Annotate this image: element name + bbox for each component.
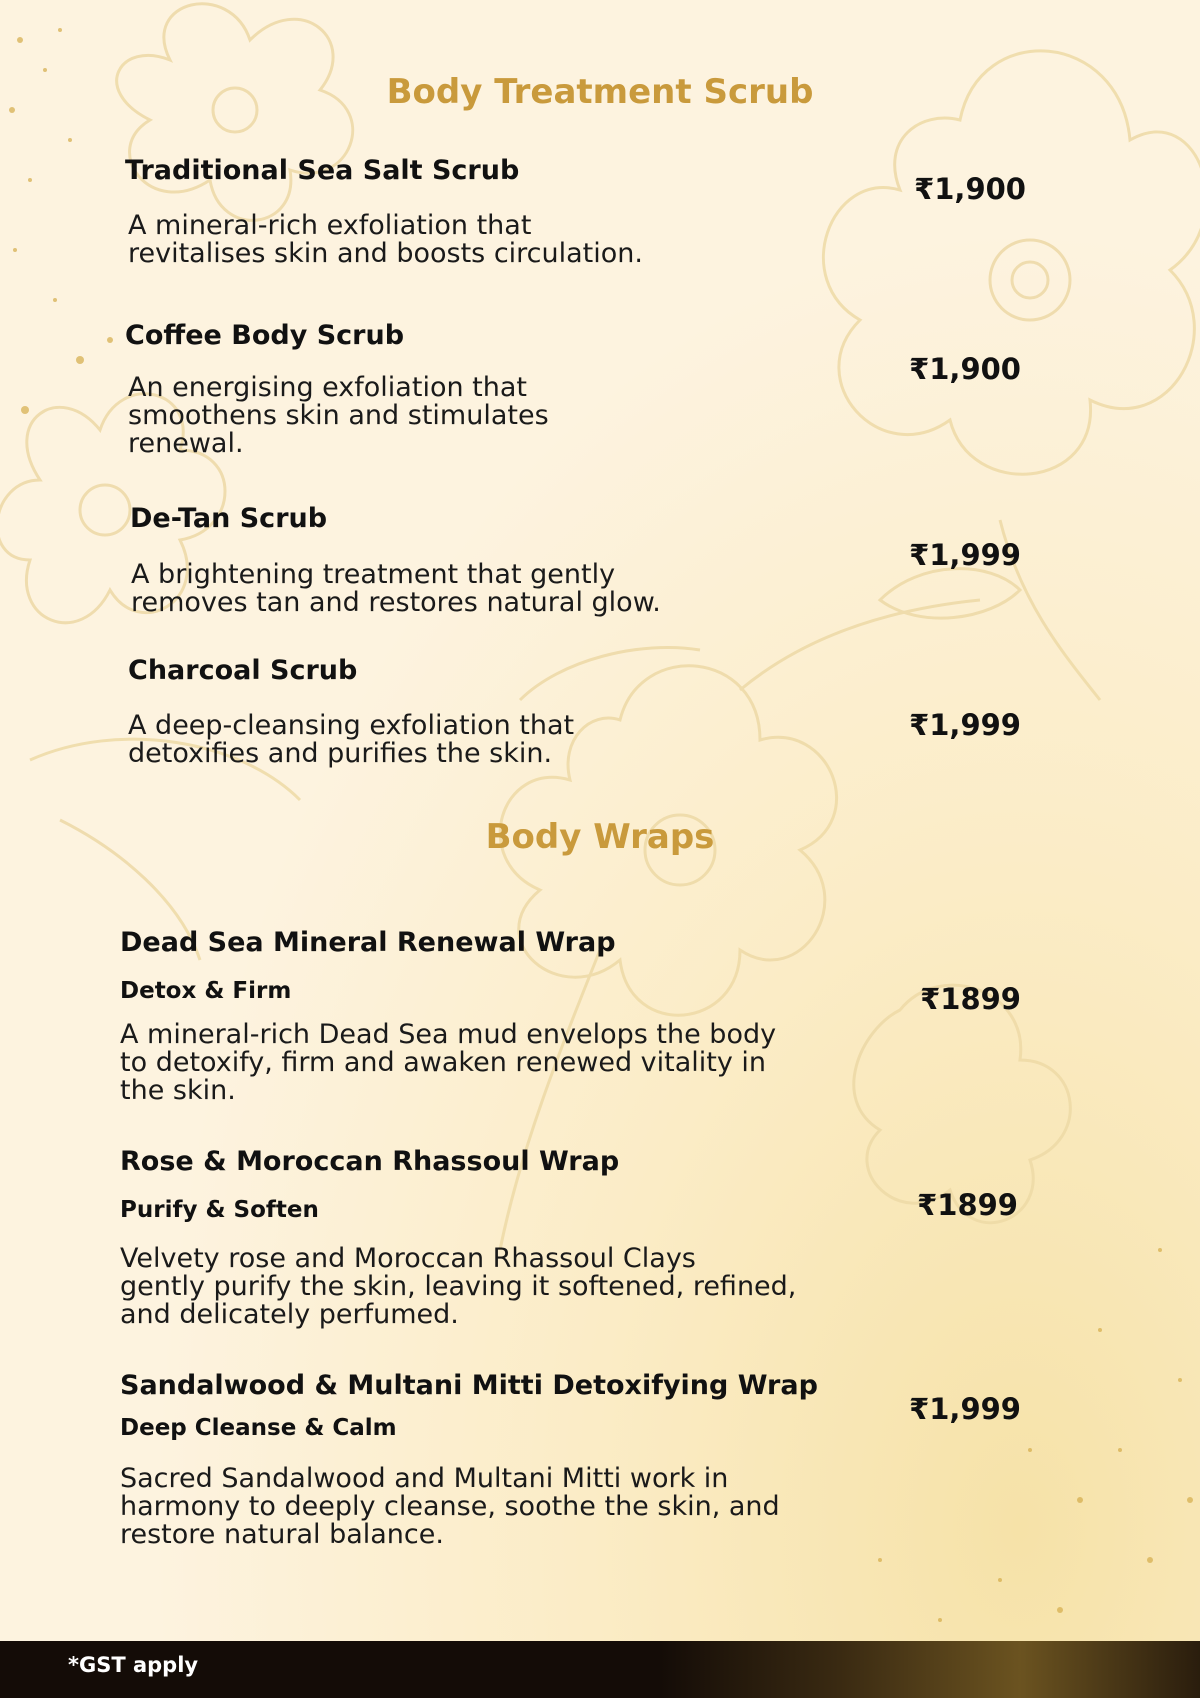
item-price-charcoal-scrub: ₹1,999 [909,708,1021,742]
item-description-de-tan-scrub: A brightening treatment that gently removes tan and restores natural glow. [131,559,661,618]
item-name-sea-salt-scrub: Traditional Sea Salt Scrub [125,155,520,186]
item-subtitle-rose-rhassoul-wrap: Purify & Soften [120,1197,319,1223]
item-description-rose-rhassoul-wrap: Velvety rose and Moroccan Rhassoul Clays gently purify the skin, leaving it softened, refined, and delicately perfumed. [120,1243,797,1330]
item-name-dead-sea-wrap: Dead Sea Mineral Renewal Wrap [120,927,616,958]
item-name-rose-rhassoul-wrap: Rose & Moroccan Rhassoul Wrap [120,1146,620,1177]
item-name-coffee-body-scrub: Coffee Body Scrub [125,320,405,351]
item-price-coffee-body-scrub: ₹1,900 [909,352,1021,386]
item-price-de-tan-scrub: ₹1,999 [909,538,1021,572]
item-name-charcoal-scrub: Charcoal Scrub [128,655,358,686]
footer-bar [0,1641,1200,1698]
item-price-dead-sea-wrap: ₹1899 [920,982,1021,1016]
item-subtitle-dead-sea-wrap: Detox & Firm [120,978,292,1004]
item-description-dead-sea-wrap: A mineral-rich Dead Sea mud envelops the body to detoxify, firm and awaken renewed vitality in the skin. [120,1019,777,1106]
section-title-body-scrub: Body Treatment Scrub [386,72,814,112]
item-subtitle-sandalwood-wrap: Deep Cleanse & Calm [120,1415,397,1441]
item-description-sandalwood-wrap: Sacred Sandalwood and Multani Mitti work in harmony to deeply cleanse, soothe the skin, and restore natural balance. [120,1463,780,1550]
item-description-sea-salt-scrub: A mineral-rich exfoliation that revitalises skin and boosts circulation. [128,210,643,269]
item-description-coffee-body-scrub: An energising exfoliation that smoothens skin and stimulates renewal. [128,372,549,459]
item-description-charcoal-scrub: A deep-cleansing exfoliation that detoxifies and purifies the skin. [128,710,575,769]
item-name-de-tan-scrub: De-Tan Scrub [130,503,328,534]
item-price-rose-rhassoul-wrap: ₹1899 [917,1188,1018,1222]
item-price-sea-salt-scrub: ₹1,900 [914,172,1026,206]
item-name-sandalwood-wrap: Sandalwood & Multani Mitti Detoxifying Wrap [120,1370,818,1401]
item-price-sandalwood-wrap: ₹1,999 [909,1392,1021,1426]
gst-note: *GST apply [68,1653,199,1677]
section-title-body-wraps: Body Wraps [485,817,715,857]
